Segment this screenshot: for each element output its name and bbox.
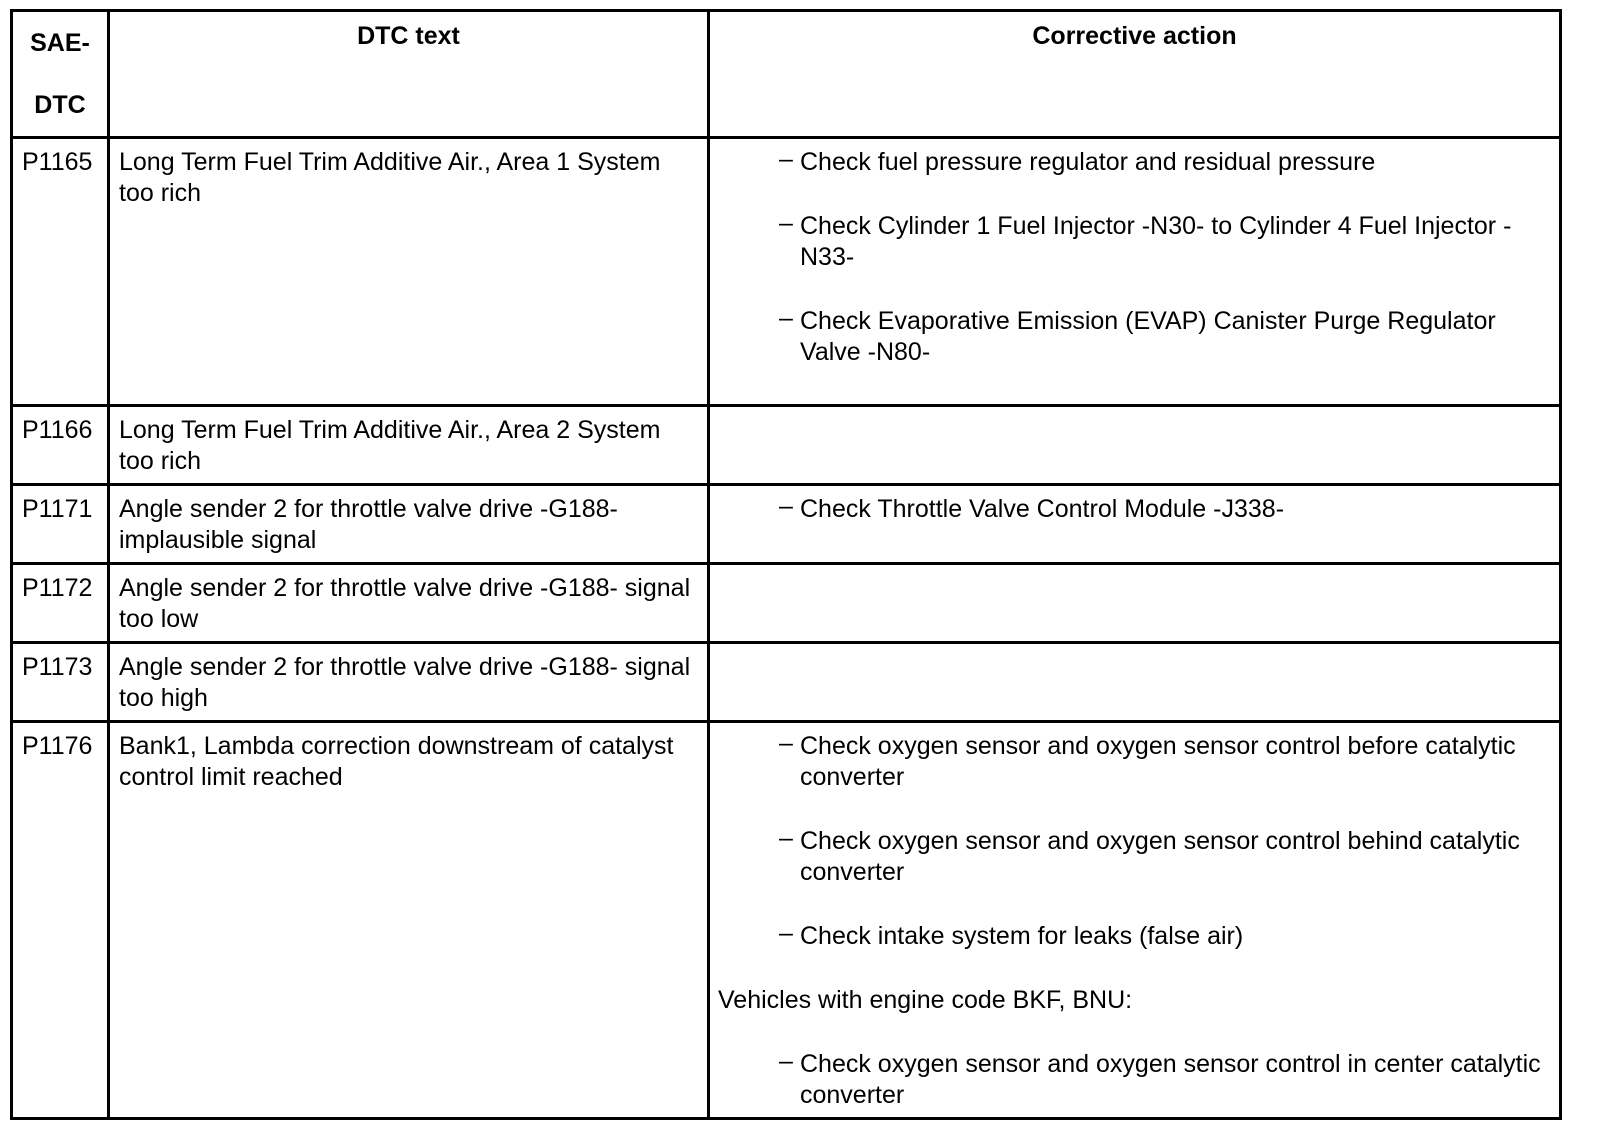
dash-bullet: – [779, 492, 793, 520]
corrective-action [709, 138, 1561, 406]
dash-bullet: – [779, 919, 793, 947]
table-row [12, 643, 1561, 722]
dash-bullet: – [779, 145, 793, 173]
action-step: – Check intake system for leaks (false air) [779, 919, 1244, 950]
dtc-text: Long Term Fuel Trim Additive Air., Area 2 System too rich [109, 406, 709, 485]
dtc-text: Long Term Fuel Trim Additive Air., Area 1 System too rich [109, 138, 709, 406]
dash-bullet: – [779, 1047, 793, 1075]
action-step: – Check oxygen sensor and oxygen sensor control in center catalytic converter [779, 1047, 1541, 1109]
action-step: – Check oxygen sensor and oxygen sensor control behind catalytic converter [779, 824, 1520, 886]
header-dtc-text: DTC text [109, 11, 709, 138]
corrective-action [709, 643, 1561, 722]
header-sae-dtc [12, 11, 109, 138]
action-step: – Check fuel pressure regulator and residual pressure [779, 145, 1376, 176]
dtc-text: Bank1, Lambda correction downstream of catalyst control limit reached [109, 722, 709, 1119]
dtc-code: P1171 [12, 485, 109, 564]
dtc-table [10, 9, 1562, 1120]
dash-bullet: – [779, 209, 793, 237]
action-step: – Check Evaporative Emission (EVAP) Canister Purge Regulator Valve -N80- [779, 304, 1496, 366]
table-row [12, 485, 1561, 564]
dash-bullet: – [779, 824, 793, 852]
table-row [12, 722, 1561, 1119]
action-step: – Check oxygen sensor and oxygen sensor control before catalytic converter [779, 729, 1516, 791]
dtc-text: Angle sender 2 for throttle valve drive -G188- signal too low [109, 564, 709, 643]
table-row [12, 564, 1561, 643]
header-sae-dtc-line1: SAE- [30, 29, 90, 57]
action-step: – Check Cylinder 1 Fuel Injector -N30- to Cylinder 4 Fuel Injector -N33- [779, 209, 1512, 271]
action-step: – Check Throttle Valve Control Module -J338- [779, 492, 1285, 523]
dtc-code: P1166 [12, 406, 109, 485]
corrective-action [709, 722, 1561, 1119]
table-header-row [12, 11, 1561, 138]
dash-bullet: – [779, 729, 793, 757]
dtc-code: P1172 [12, 564, 109, 643]
header-corrective-action: Corrective action [709, 11, 1561, 138]
corrective-action [709, 485, 1561, 564]
header-sae-dtc-line2: DTC [34, 91, 86, 119]
table-row [12, 406, 1561, 485]
table-row [12, 138, 1561, 406]
dtc-code: P1176 [12, 722, 109, 1119]
dtc-text: Angle sender 2 for throttle valve drive -G188- signal too high [109, 643, 709, 722]
dash-bullet: – [779, 304, 793, 332]
engine-code-note: Vehicles with engine code BKF, BNU: [718, 986, 1133, 1014]
dtc-code: P1165 [12, 138, 109, 406]
dtc-code: P1173 [12, 643, 109, 722]
corrective-action [709, 406, 1561, 485]
corrective-action [709, 564, 1561, 643]
dtc-text: Angle sender 2 for throttle valve drive -G188- implausible signal [109, 485, 709, 564]
